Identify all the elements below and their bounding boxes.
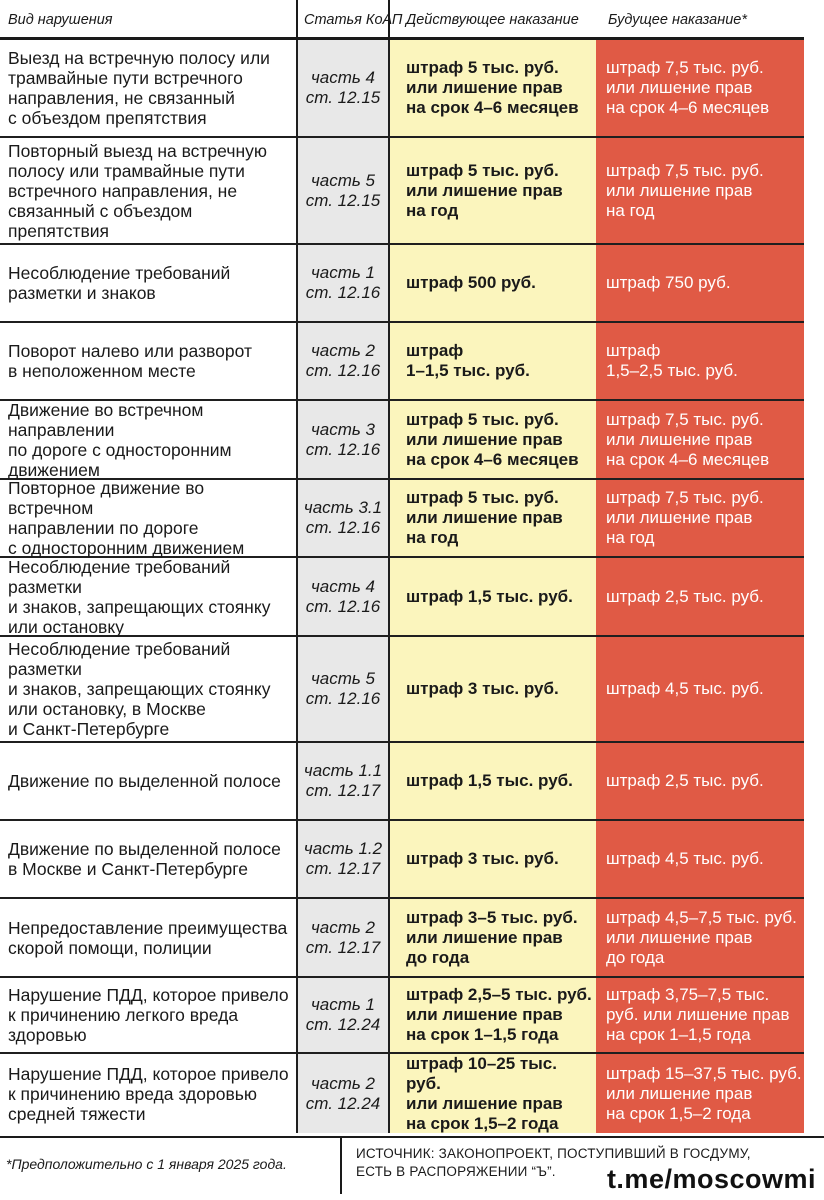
current-penalty-cell bbox=[390, 480, 596, 556]
future-penalty-cell-text: штраф 4,5–7,5 тыс. руб. или лишение прав до года bbox=[606, 907, 797, 967]
violation-cell-text: Непредоставление преимущества скорой помощи, полиции bbox=[8, 917, 288, 958]
future-penalty-cell-text: штраф 15–37,5 тыс. руб. или лишение прав на срок 1,5–2 года bbox=[606, 1063, 802, 1123]
watermark: t.me/moscowmi bbox=[606, 1164, 816, 1194]
article-cell bbox=[298, 138, 390, 243]
footer bbox=[0, 1136, 824, 1200]
violation-cell-text: Поворот налево или разворот в неположенном месте bbox=[8, 341, 252, 381]
violation-cell-text: Нарушение ПДД, которое привело к причинению легкого вреда здоровью bbox=[8, 985, 289, 1045]
current-penalty-cell-text: штраф 3 тыс. руб. bbox=[406, 679, 559, 698]
future-penalty-cell bbox=[596, 138, 804, 243]
article-cell-text: часть 4 ст. 12.16 bbox=[305, 576, 381, 616]
current-penalty-cell-text: штраф 5 тыс. руб. или лишение прав на год bbox=[406, 488, 563, 547]
table-row bbox=[0, 558, 804, 637]
header-violation: Вид нарушения bbox=[0, 0, 298, 37]
future-penalty-cell bbox=[596, 1054, 804, 1133]
table-row bbox=[0, 978, 804, 1054]
future-penalty-cell bbox=[596, 323, 804, 399]
article-cell bbox=[298, 558, 390, 635]
violation-cell-text: Движение по выделенной полосе в Москве и Санкт-Петербурге bbox=[8, 839, 281, 879]
violation-cell bbox=[0, 245, 298, 321]
violation-cell bbox=[0, 138, 298, 243]
violation-cell bbox=[0, 558, 298, 635]
future-penalty-cell-text: штраф 1,5–2,5 тыс. руб. bbox=[606, 341, 738, 380]
violation-cell-text: Повторное движение во встречном направлении по дороге с односторонним движением bbox=[8, 478, 245, 558]
future-penalty-cell bbox=[596, 558, 804, 635]
current-penalty-cell bbox=[390, 637, 596, 741]
header-current-penalty: Действующее наказание bbox=[406, 12, 579, 28]
table-row bbox=[0, 637, 804, 743]
article-cell bbox=[298, 245, 390, 321]
future-penalty-cell bbox=[596, 743, 804, 819]
table-row bbox=[0, 899, 804, 978]
article-cell bbox=[298, 978, 390, 1052]
current-penalty-cell-text: штраф 10–25 тыс. руб. или лишение прав на срок 1,5–2 года bbox=[406, 1053, 563, 1133]
violation-cell-text: Повторный выезд на встречную полосу или трамвайные пути встречного направления, не связанный с объездом препятствия bbox=[8, 140, 267, 241]
current-penalty-cell bbox=[390, 401, 596, 478]
article-cell bbox=[298, 821, 390, 897]
future-penalty-cell bbox=[596, 899, 804, 976]
table-body bbox=[0, 40, 804, 1133]
violation-cell bbox=[0, 1054, 298, 1133]
current-penalty-cell bbox=[390, 978, 596, 1052]
article-cell-text: часть 1.2 ст. 12.17 bbox=[303, 839, 383, 878]
violation-cell-text: Несоблюдение требований разметки и знаков, запрещающих стоянку или остановку, в Москве и Санкт-Петербурге bbox=[8, 639, 271, 739]
future-penalty-cell-text: штраф 2,5 тыс. руб. bbox=[606, 586, 764, 606]
article-cell bbox=[298, 323, 390, 399]
table-row bbox=[0, 821, 804, 899]
article-cell-text: часть 4 ст. 12.15 bbox=[305, 68, 381, 107]
current-penalty-cell-text: штраф 500 руб. bbox=[406, 273, 536, 292]
current-penalty-cell bbox=[390, 743, 596, 819]
future-penalty-cell bbox=[596, 978, 804, 1052]
violation-cell-text: Нарушение ПДД, которое привело к причинению вреда здоровью средней тяжести bbox=[8, 1063, 289, 1124]
violation-cell bbox=[0, 899, 298, 976]
table-row bbox=[0, 245, 804, 323]
page-edge bbox=[804, 0, 824, 1140]
future-penalty-cell bbox=[596, 245, 804, 321]
current-penalty-cell-text: штраф 2,5–5 тыс. руб. или лишение прав на срок 1–1,5 года bbox=[406, 985, 592, 1044]
article-cell bbox=[298, 401, 390, 478]
footer-divider bbox=[340, 1138, 342, 1194]
source-note: ИСТОЧНИК: ЗАКОНОПРОЕКТ, ПОСТУПИВШИЙ В ГОСДУМУ, ЕСТЬ В РАСПОРЯЖЕНИИ “Ъ”. bbox=[356, 1146, 751, 1179]
violation-cell-text: Движение по выделенной полосе bbox=[8, 771, 281, 791]
future-penalty-cell bbox=[596, 40, 804, 136]
header-article: Статья КоАП bbox=[298, 0, 390, 37]
current-penalty-cell-text: штраф 3–5 тыс. руб. или лишение прав до года bbox=[406, 907, 578, 967]
article-cell-text: часть 2 ст. 12.16 bbox=[305, 341, 381, 380]
violation-cell-text: Несоблюдение требований разметки и знаков, запрещающих стоянку или остановку bbox=[8, 556, 271, 637]
future-penalty-cell-text: штраф 7,5 тыс. руб. или лишение прав на год bbox=[606, 488, 764, 547]
article-cell bbox=[298, 1054, 390, 1133]
future-penalty-cell bbox=[596, 637, 804, 741]
article-cell-text: часть 3.1 ст. 12.16 bbox=[303, 498, 383, 537]
article-cell bbox=[298, 637, 390, 741]
article-cell bbox=[298, 480, 390, 556]
future-penalty-cell bbox=[596, 401, 804, 478]
current-penalty-cell bbox=[390, 40, 596, 136]
violation-cell bbox=[0, 978, 298, 1052]
current-penalty-cell-text: штраф 5 тыс. руб. или лишение прав на срок 4–6 месяцев bbox=[406, 409, 579, 469]
footnote: *Предположительно с 1 января 2025 года. bbox=[6, 1156, 287, 1172]
article-cell-text: часть 5 ст. 12.16 bbox=[305, 669, 381, 708]
current-penalty-cell bbox=[390, 323, 596, 399]
violation-cell bbox=[0, 743, 298, 819]
article-cell-text: часть 2 ст. 12.17 bbox=[305, 917, 381, 957]
future-penalty-cell-text: штраф 750 руб. bbox=[606, 273, 731, 292]
article-cell-text: часть 1 ст. 12.16 bbox=[305, 263, 381, 302]
current-penalty-cell bbox=[390, 138, 596, 243]
violation-cell-text: Несоблюдение требований разметки и знаков bbox=[8, 263, 231, 303]
table-row bbox=[0, 40, 804, 138]
future-penalty-cell-text: штраф 4,5 тыс. руб. bbox=[606, 679, 764, 698]
current-penalty-cell-text: штраф 5 тыс. руб. или лишение прав на год bbox=[406, 160, 563, 220]
current-penalty-cell bbox=[390, 821, 596, 897]
current-penalty-cell bbox=[390, 558, 596, 635]
table-row bbox=[0, 743, 804, 821]
violation-cell bbox=[0, 821, 298, 897]
current-penalty-cell bbox=[390, 245, 596, 321]
table-row bbox=[0, 323, 804, 401]
violation-cell bbox=[0, 323, 298, 399]
article-cell-text: часть 3 ст. 12.16 bbox=[305, 419, 381, 459]
violation-cell-text: Выезд на встречную полосу или трамвайные пути встречного направления, не связанный с объездом препятствия bbox=[8, 48, 270, 128]
table-row bbox=[0, 138, 804, 245]
table-row bbox=[0, 1054, 804, 1133]
future-penalty-cell-text: штраф 2,5 тыс. руб. bbox=[606, 771, 764, 790]
violation-cell bbox=[0, 480, 298, 556]
future-penalty-cell-text: штраф 7,5 тыс. руб. или лишение прав на год bbox=[606, 160, 764, 220]
article-cell-text: часть 5 ст. 12.15 bbox=[305, 170, 381, 210]
article-cell-text: часть 2 ст. 12.24 bbox=[305, 1073, 381, 1113]
table-header bbox=[0, 0, 804, 40]
article-cell-text: часть 1 ст. 12.24 bbox=[305, 995, 381, 1034]
article-cell bbox=[298, 743, 390, 819]
header-future-penalty: Будущее наказание* bbox=[608, 12, 747, 28]
violation-cell bbox=[0, 40, 298, 136]
future-penalty-cell-text: штраф 7,5 тыс. руб. или лишение прав на срок 4–6 месяцев bbox=[606, 409, 770, 469]
future-penalty-cell-text: штраф 7,5 тыс. руб. или лишение прав на срок 4–6 месяцев bbox=[606, 58, 770, 117]
future-penalty-cell bbox=[596, 480, 804, 556]
current-penalty-cell-text: штраф 1,5 тыс. руб. bbox=[406, 771, 573, 790]
violation-cell bbox=[0, 637, 298, 741]
current-penalty-cell-text: штраф 1,5 тыс. руб. bbox=[406, 586, 573, 606]
future-penalty-cell-text: штраф 4,5 тыс. руб. bbox=[606, 849, 764, 868]
table-row bbox=[0, 480, 804, 558]
future-penalty-cell-text: штраф 3,75–7,5 тыс. руб. или лишение прав на срок 1–1,5 года bbox=[606, 985, 790, 1044]
current-penalty-cell bbox=[390, 1054, 596, 1133]
article-cell bbox=[298, 40, 390, 136]
table-row bbox=[0, 401, 804, 480]
article-cell-text: часть 1.1 ст. 12.17 bbox=[303, 761, 383, 800]
future-penalty-cell bbox=[596, 821, 804, 897]
violation-cell bbox=[0, 401, 298, 478]
current-penalty-cell-text: штраф 3 тыс. руб. bbox=[406, 849, 559, 868]
current-penalty-cell bbox=[390, 899, 596, 976]
violation-cell-text: Движение во встречном направлении по дороге с односторонним движением bbox=[8, 399, 232, 480]
article-cell bbox=[298, 899, 390, 976]
current-penalty-cell-text: штраф 5 тыс. руб. или лишение прав на срок 4–6 месяцев bbox=[406, 58, 579, 117]
current-penalty-cell-text: штраф 1–1,5 тыс. руб. bbox=[406, 341, 530, 380]
